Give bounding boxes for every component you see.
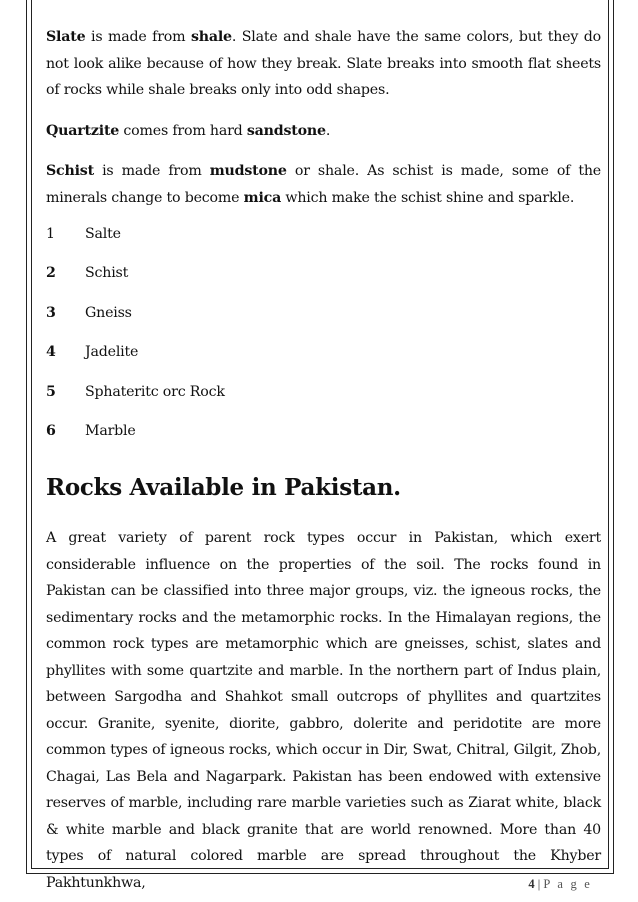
footer-separator: | <box>534 877 544 891</box>
slate-paragraph <box>46 24 601 104</box>
text: . <box>325 122 331 139</box>
list-item <box>46 379 601 418</box>
list-label: Jadelite <box>85 344 139 361</box>
list-item <box>46 221 601 260</box>
text: . Slate and shale have the same colors, but they do not look alike because of how they break. Slate breaks into smooth flat sheets of rocks while shale breaks only into odd shapes. <box>46 29 601 98</box>
list-label: Salte <box>85 226 121 242</box>
list-label: Sphateritc orc Rock <box>85 383 225 400</box>
page-content <box>46 24 601 896</box>
list-number: 1 <box>46 226 55 242</box>
term-sandstone: sandstone <box>246 122 326 139</box>
list-number: 6 <box>46 422 56 439</box>
list-item <box>46 418 601 457</box>
list-label: Marble <box>85 422 136 439</box>
term-shale: shale <box>190 29 232 45</box>
text: is made from <box>85 29 191 45</box>
list-number: 2 <box>46 265 56 282</box>
section-heading: Rocks Available in Pakistan. <box>46 474 401 502</box>
schist-paragraph <box>46 158 601 211</box>
rock-list <box>46 221 601 457</box>
text: comes from hard <box>119 122 247 139</box>
page-word: P a g e <box>543 877 592 891</box>
body-paragraph: A great variety of parent rock types occur in Pakistan, which exert considerable influence on the properties of the soil. The rocks found in Pakistan can be classified into three major groups, viz. the igneous rocks, the sedimentary rocks and the metamorphic rocks. In the Himalayan regions, the common rock types are metamorphic which are gneisses, schist, slates and phyllites with some quartzite and marble. In the northern part of Indus plain, between Sargodha and Shahkot small outcrops of phyllites and quartzites occur. Granite, syenite, diorite, gabbro, dolerite and peridotite are more common types of igneous rocks, which occur in Dir, Swat, Chitral, Gilgit, Zhob, Chagai, Las Bela and Nagarpark. Pakistan has been endowed with extensive reserves of marble, including rare marble varieties such as Ziarat white, black & white marble and black granite that are world renowned. More than 40 types of natural colored marble are spread throughout the Khyber Pakhtunkhwa, <box>46 530 601 891</box>
term-mudstone: mudstone <box>209 163 287 179</box>
page-number: 4 <box>528 877 535 891</box>
page-footer <box>528 877 592 892</box>
term-slate: Slate <box>46 29 86 45</box>
list-item <box>46 300 601 339</box>
list-label: Schist <box>85 265 129 282</box>
term-schist: Schist <box>46 163 94 179</box>
list-item <box>46 260 601 299</box>
list-number: 5 <box>46 383 56 400</box>
list-number: 3 <box>46 304 56 321</box>
term-quartzite: Quartzite <box>46 122 120 139</box>
list-label: Gneiss <box>85 304 132 321</box>
text: or shale. As schist is made, some of the minerals change to become <box>46 163 601 206</box>
text: which make the schist shine and sparkle. <box>281 189 575 206</box>
list-item <box>46 339 601 378</box>
text: is made from <box>93 163 210 179</box>
list-number: 4 <box>46 344 56 361</box>
quartzite-paragraph <box>46 118 601 145</box>
term-mica: mica <box>243 189 282 206</box>
